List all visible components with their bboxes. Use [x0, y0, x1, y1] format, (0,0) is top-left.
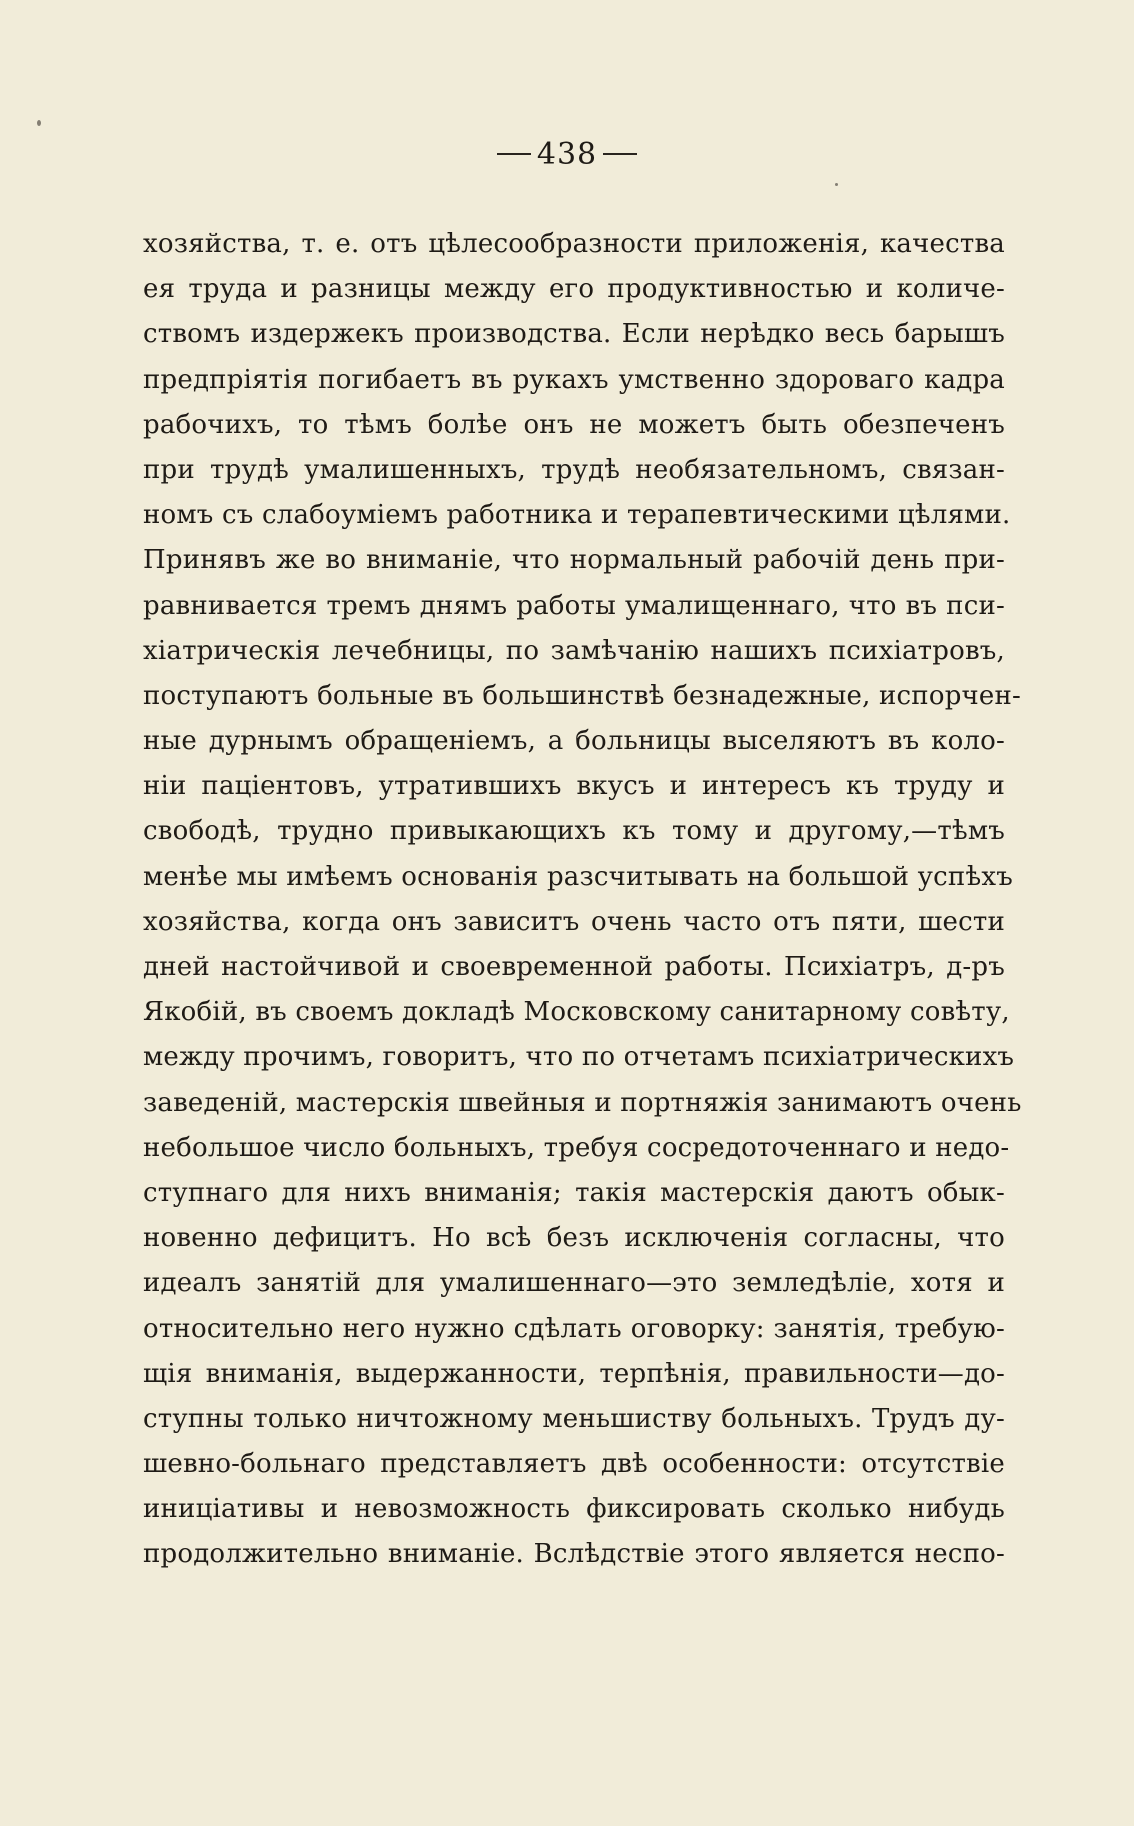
- text-line: Принявъ же во вниманіе, что нормальный рабочій день при-: [143, 545, 1005, 576]
- text-line: небольшое число больныхъ, требуя сосредоточеннаго и недо-: [143, 1132, 1010, 1163]
- ink-speck: [835, 183, 838, 186]
- page-number-left-dash: [497, 153, 531, 155]
- text-line: новенно дефицитъ. Но всѣ безъ исключенія согласны, что: [143, 1223, 1005, 1254]
- text-line: шевно-больнаго представляетъ двѣ особенности: отсутствіе: [143, 1449, 1005, 1480]
- text-line: между прочимъ, говоритъ, что по отчетамъ психіатрическихъ: [143, 1042, 1015, 1073]
- text-line: идеалъ занятій для умалишеннаго—это земледѣліе, хотя и: [143, 1268, 1005, 1299]
- text-line: поступаютъ больные въ большинствѣ безнадежные, испорчен-: [143, 680, 1022, 711]
- page-number-right-dash: [603, 153, 637, 155]
- text-line: предпріятія погибаетъ въ рукахъ умственно здороваго кадра: [143, 364, 1005, 395]
- text-line: дней настойчивой и своевременной работы. Психіатръ, д-ръ: [143, 952, 1005, 982]
- text-line: продолжительно вниманіе. Вслѣдствіе этого является неспо-: [143, 1539, 1005, 1570]
- text-line: ные дурнымъ обращеніемъ, а больницы выселяютъ въ коло-: [143, 726, 1005, 757]
- text-line: равнивается тремъ днямъ работы умалищеннаго, что въ пси-: [143, 590, 1005, 621]
- page-number-value: 438: [536, 137, 598, 172]
- text-line: ея труда и разницы между его продуктивностью и количе-: [143, 274, 1005, 305]
- text-line: рабочихъ, то тѣмъ болѣе онъ не можетъ быть обезпеченъ: [143, 409, 1005, 440]
- text-line: иниціативы и невозможность фиксировать сколько нибудь: [143, 1494, 1005, 1525]
- text-line: щія вниманія, выдержанности, терпѣнія, правильности—до-: [143, 1358, 1005, 1389]
- text-line: ступнаго для нихъ вниманія; такія мастерскія даютъ обык-: [143, 1177, 1005, 1208]
- page-number: [0, 135, 1134, 175]
- text-line: ствомъ издержекъ производства. Если нерѣдко весь барышъ: [143, 319, 1005, 350]
- text-line: относительно него нужно сдѣлать оговорку: занятія, требую-: [143, 1313, 1005, 1344]
- text-line: ступны только ничтожному меньшиству больныхъ. Трудъ ду-: [143, 1403, 1005, 1434]
- text-line: заведеній, мастерскія швейныя и портняжія занимаютъ очень: [143, 1087, 1022, 1118]
- text-line: менѣе мы имѣемъ основанія разсчитывать на большой успѣхъ: [143, 861, 1013, 892]
- text-line: хіатрическія лечебницы, по замѣчанію нашихъ психіатровъ,: [143, 635, 1005, 666]
- body-text: [143, 222, 1022, 1578]
- text-line: Якобій, въ своемъ докладѣ Московскому санитарному совѣту,: [143, 997, 1010, 1028]
- text-line: хозяйства, т. е. отъ цѣлесообразности приложенія, качества: [143, 229, 1005, 259]
- text-line: хозяйства, когда онъ зависитъ очень часто отъ пяти, шести: [143, 906, 1005, 937]
- text-line: ніи паціентовъ, утратившихъ вкусъ и интересъ къ труду и: [143, 771, 1005, 802]
- text-line: свободѣ, трудно привыкающихъ къ тому и другому,—тѣмъ: [143, 816, 1005, 847]
- ink-speck: [37, 120, 41, 126]
- text-line: номъ съ слабоуміемъ работника и терапевтическими цѣлями.: [143, 500, 1011, 531]
- text-line: при трудѣ умалишенныхъ, трудѣ необязательномъ, связан-: [143, 454, 1005, 485]
